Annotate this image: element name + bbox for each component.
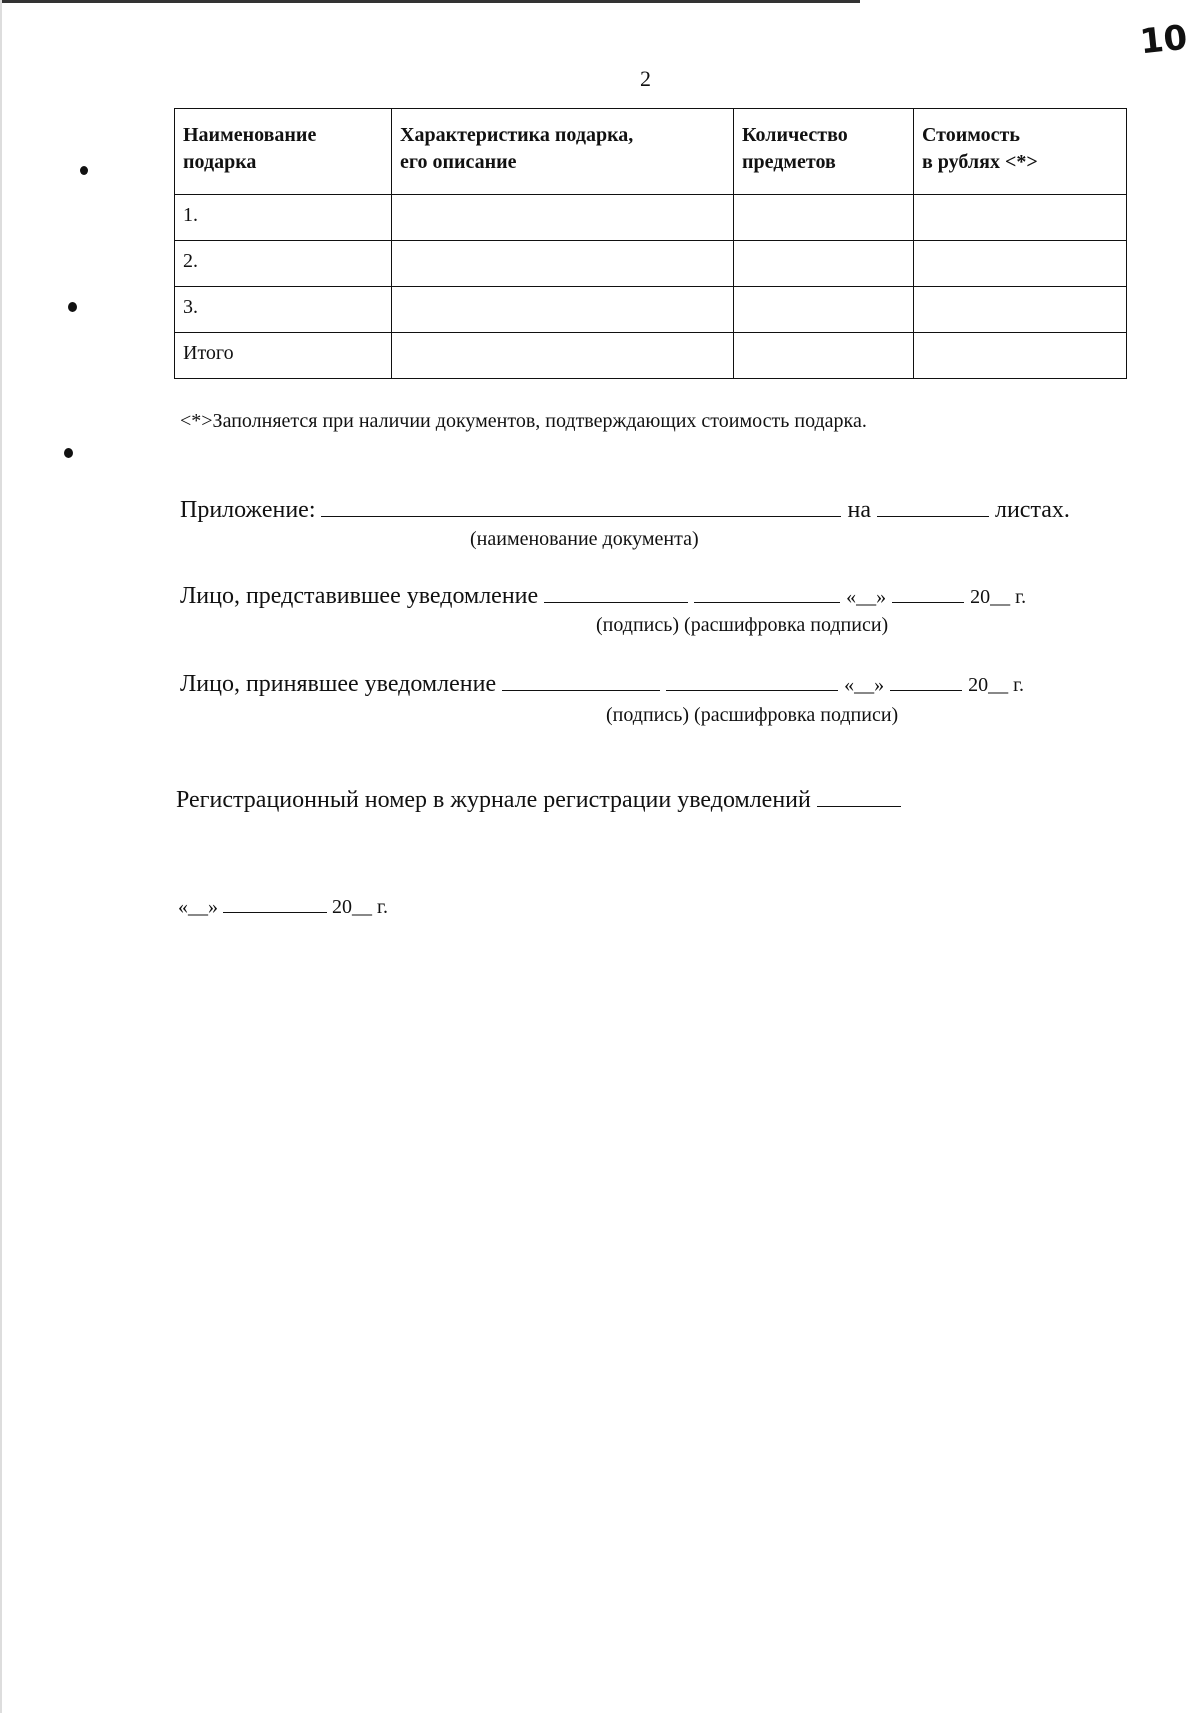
table-cell: [914, 333, 1127, 379]
table-cell: [734, 241, 914, 287]
appendix-sheets-label: листах.: [994, 497, 1070, 523]
table-cell: [734, 333, 914, 379]
header-gift-name: Наименование подарка: [175, 109, 392, 195]
table-cell: [734, 287, 914, 333]
header-quantity: Количество предметов: [734, 109, 914, 195]
page-number: 2: [640, 66, 651, 91]
left-scan-edge: [0, 0, 2, 1713]
receiver-name-field[interactable]: [666, 668, 838, 691]
final-date-month-field[interactable]: [223, 894, 327, 913]
submitter-name-field[interactable]: [694, 580, 840, 603]
table-header-row: [175, 109, 1127, 195]
receiver-signature-field[interactable]: [502, 668, 660, 691]
appendix-sheets-field[interactable]: [877, 494, 989, 517]
appendix-line: [180, 494, 1070, 524]
scan-speck: [80, 166, 88, 175]
receiver-hint: (подпись) (расшифровка подписи): [606, 704, 899, 726]
registration-number-field[interactable]: [817, 784, 901, 807]
submitter-signature-field[interactable]: [544, 580, 688, 603]
table-cell: [392, 195, 734, 241]
table-row: [175, 241, 1127, 287]
scan-speck: [64, 448, 73, 458]
table-cell: Итого: [175, 333, 392, 379]
receiver-year: 20__ г.: [968, 674, 1025, 696]
table-cell: [392, 333, 734, 379]
registration-label: Регистрационный номер в журнале регистрации уведомлений: [176, 787, 811, 813]
table-cell: [914, 287, 1127, 333]
table-cell: 1.: [175, 195, 392, 241]
table-cell: [734, 195, 914, 241]
receiver-month-field[interactable]: [890, 668, 962, 691]
submitter-month-field[interactable]: [892, 580, 964, 603]
receiver-label: Лицо, принявшее уведомление: [180, 671, 497, 697]
appendix-document-field[interactable]: [321, 494, 841, 517]
table-cell: [914, 241, 1127, 287]
table-cell: 3.: [175, 287, 392, 333]
header-cost: Стоимость в рублях <*>: [914, 109, 1127, 195]
table-total-row: [175, 333, 1127, 379]
table-row: [175, 287, 1127, 333]
appendix-label: Приложение:: [180, 497, 316, 523]
submitter-hint: (подпись) (расшифровка подписи): [596, 614, 889, 636]
handwritten-page-mark: 10: [1138, 17, 1190, 63]
table-cell: [392, 287, 734, 333]
header-gift-description: Характеристика подарка, его описание: [392, 109, 734, 195]
submitter-line: [180, 580, 1026, 610]
table-cell: [914, 195, 1127, 241]
scan-speck: [68, 302, 77, 312]
table-cell: 2.: [175, 241, 392, 287]
footnote: <*>Заполняется при наличии документов, подтверждающих стоимость подарка.: [180, 410, 867, 432]
submitter-day: «__»: [846, 586, 887, 608]
appendix-hint: (наименование документа): [470, 528, 699, 550]
top-scan-border: [0, 0, 860, 3]
final-date-day: «__»: [178, 896, 218, 918]
appendix-on-label: на: [847, 497, 871, 523]
receiver-line: [180, 668, 1024, 698]
registration-line: [176, 784, 901, 814]
final-date-line: [178, 894, 388, 919]
table-cell: [392, 241, 734, 287]
submitter-year: 20__ г.: [970, 586, 1027, 608]
submitter-label: Лицо, представившее уведомление: [180, 583, 539, 609]
table-row: [175, 195, 1127, 241]
final-date-year: 20__ г.: [332, 896, 388, 918]
gift-table: [174, 108, 1127, 379]
receiver-day: «__»: [844, 674, 885, 696]
